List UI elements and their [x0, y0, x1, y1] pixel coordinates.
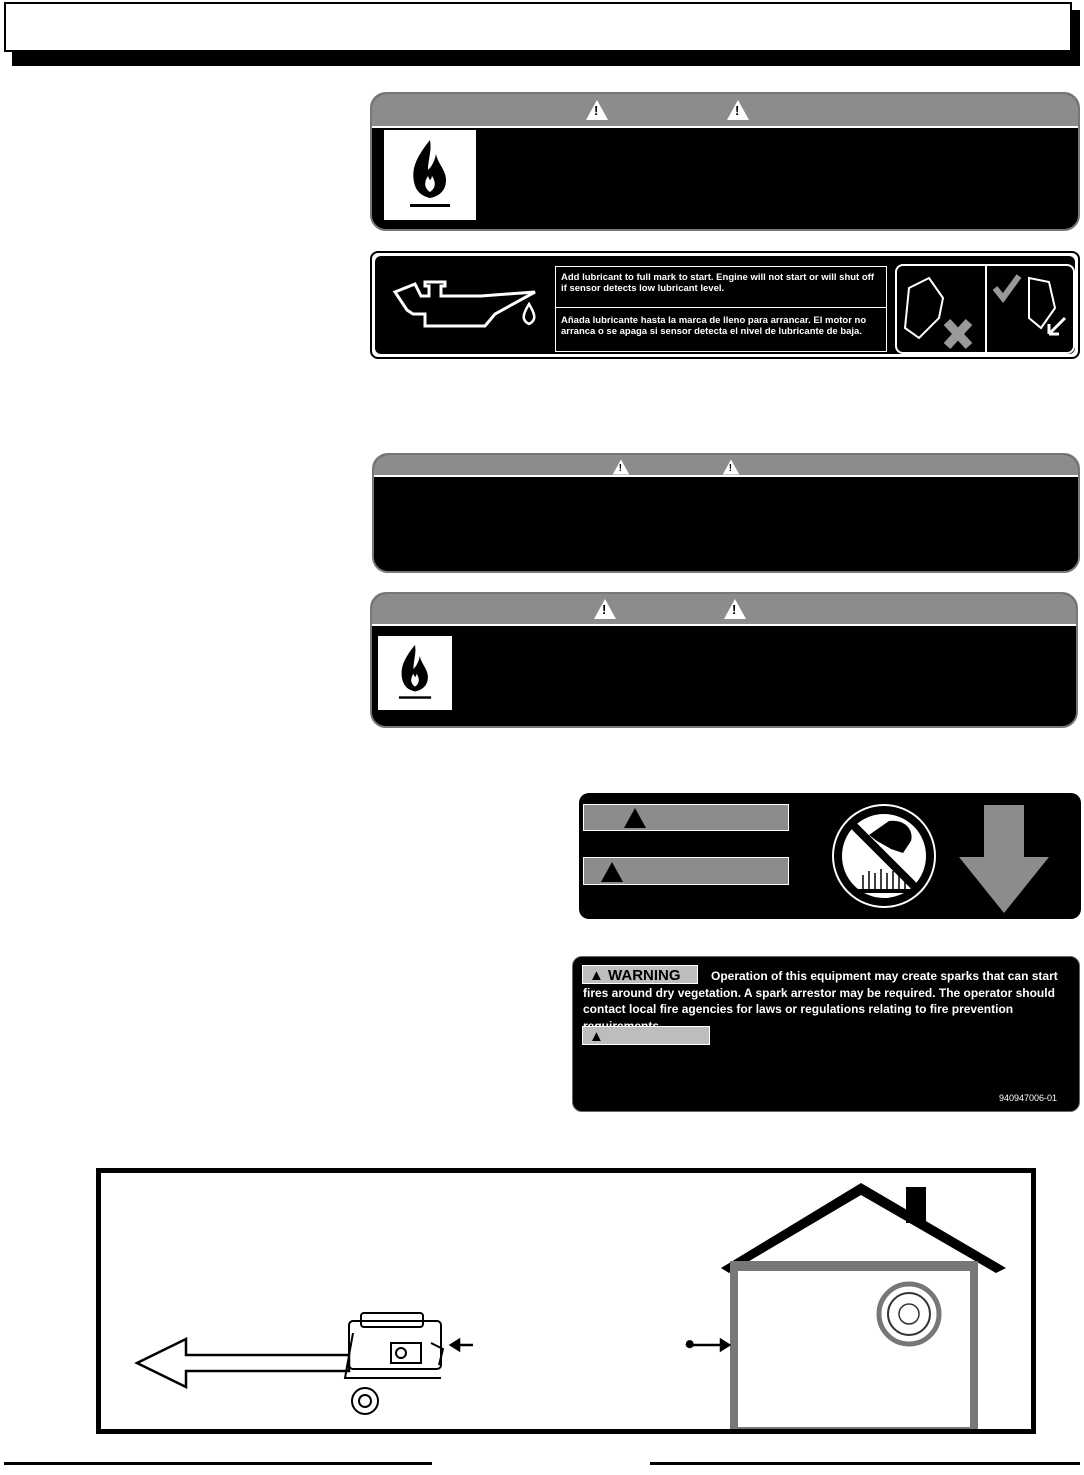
warning-triangle-icon: [586, 100, 608, 120]
fuel-warning-decal: [370, 92, 1080, 231]
oil-instruction-spanish: Añada lubricante hasta la marca de lleno para arrancar. El motor no arranca o se apaga si sensor detecta el nivel de lubricante de baja.: [561, 315, 867, 337]
oil-can-icon: [385, 270, 545, 342]
warning-triangle-icon: [723, 460, 740, 475]
fuel-warning-decal: [370, 592, 1078, 728]
no-touch-hot-surface-icon: [829, 801, 939, 911]
decal-header-band: [372, 94, 1078, 128]
warning-triangle-icon: ▲: [589, 1028, 604, 1045]
flame-icon-box: [378, 636, 452, 710]
warning-decal: [372, 453, 1080, 573]
generator-icon: [345, 1313, 443, 1414]
oil-level-decal: [370, 251, 1080, 359]
flame-icon: [378, 636, 452, 710]
warning-triangle-icon: [613, 460, 630, 475]
arrow-icon: [451, 1338, 729, 1354]
divider: [556, 307, 886, 308]
advertencia-label: [582, 1026, 710, 1064]
left-arrow-icon: [137, 1339, 349, 1387]
warning-label-text: WARNING: [608, 967, 681, 984]
advertencia-label-text: ADVERTENCIA: [589, 1047, 698, 1064]
warning-triangle-icon: [601, 862, 623, 882]
house-icon: [721, 1183, 1006, 1429]
warning-triangle-icon: ▲: [589, 967, 604, 984]
correct-dipstick-icon: [989, 268, 1073, 350]
warning-triangle-icon: [624, 808, 646, 828]
down-arrow-icon: [959, 805, 1049, 913]
flame-icon: [384, 130, 476, 220]
oil-instruction-panel: [555, 266, 887, 352]
generator-house-diagram: [101, 1173, 1031, 1429]
hot-surface-decal: [579, 793, 1081, 919]
flame-icon-box: [384, 130, 476, 220]
oil-instruction-english: Add lubricant to full mark to start. Engine will not start or will shut off if sensor detects low lubricant level.: [561, 272, 874, 294]
spark-warning-text: Operation of this equipment may create sparks that can start fires around dry vegetation. A spark arrestor may be required. The operator should contact local fire agencies for laws or regulations relating to fire prevention: [583, 969, 1058, 1016]
dipstick-illustration: [895, 264, 1075, 354]
warning-triangle-icon: [727, 100, 749, 120]
part-number: 940947006-01: [998, 1093, 1057, 1103]
header-bar: [4, 2, 1072, 52]
warning-triangle-icon: [594, 599, 616, 619]
oil-decal-body: [375, 256, 1075, 354]
footer-rule-left: [4, 1462, 432, 1465]
label-bar: [583, 804, 789, 831]
placement-illustration: [96, 1168, 1036, 1434]
svg-text:*: *: [687, 1338, 693, 1354]
warning-triangle-icon: [724, 599, 746, 619]
divider: [985, 266, 987, 352]
spark-arrestor-decal: [572, 956, 1080, 1112]
wrong-dipstick-icon: [899, 268, 983, 350]
footer-rule-right: [650, 1462, 1080, 1465]
